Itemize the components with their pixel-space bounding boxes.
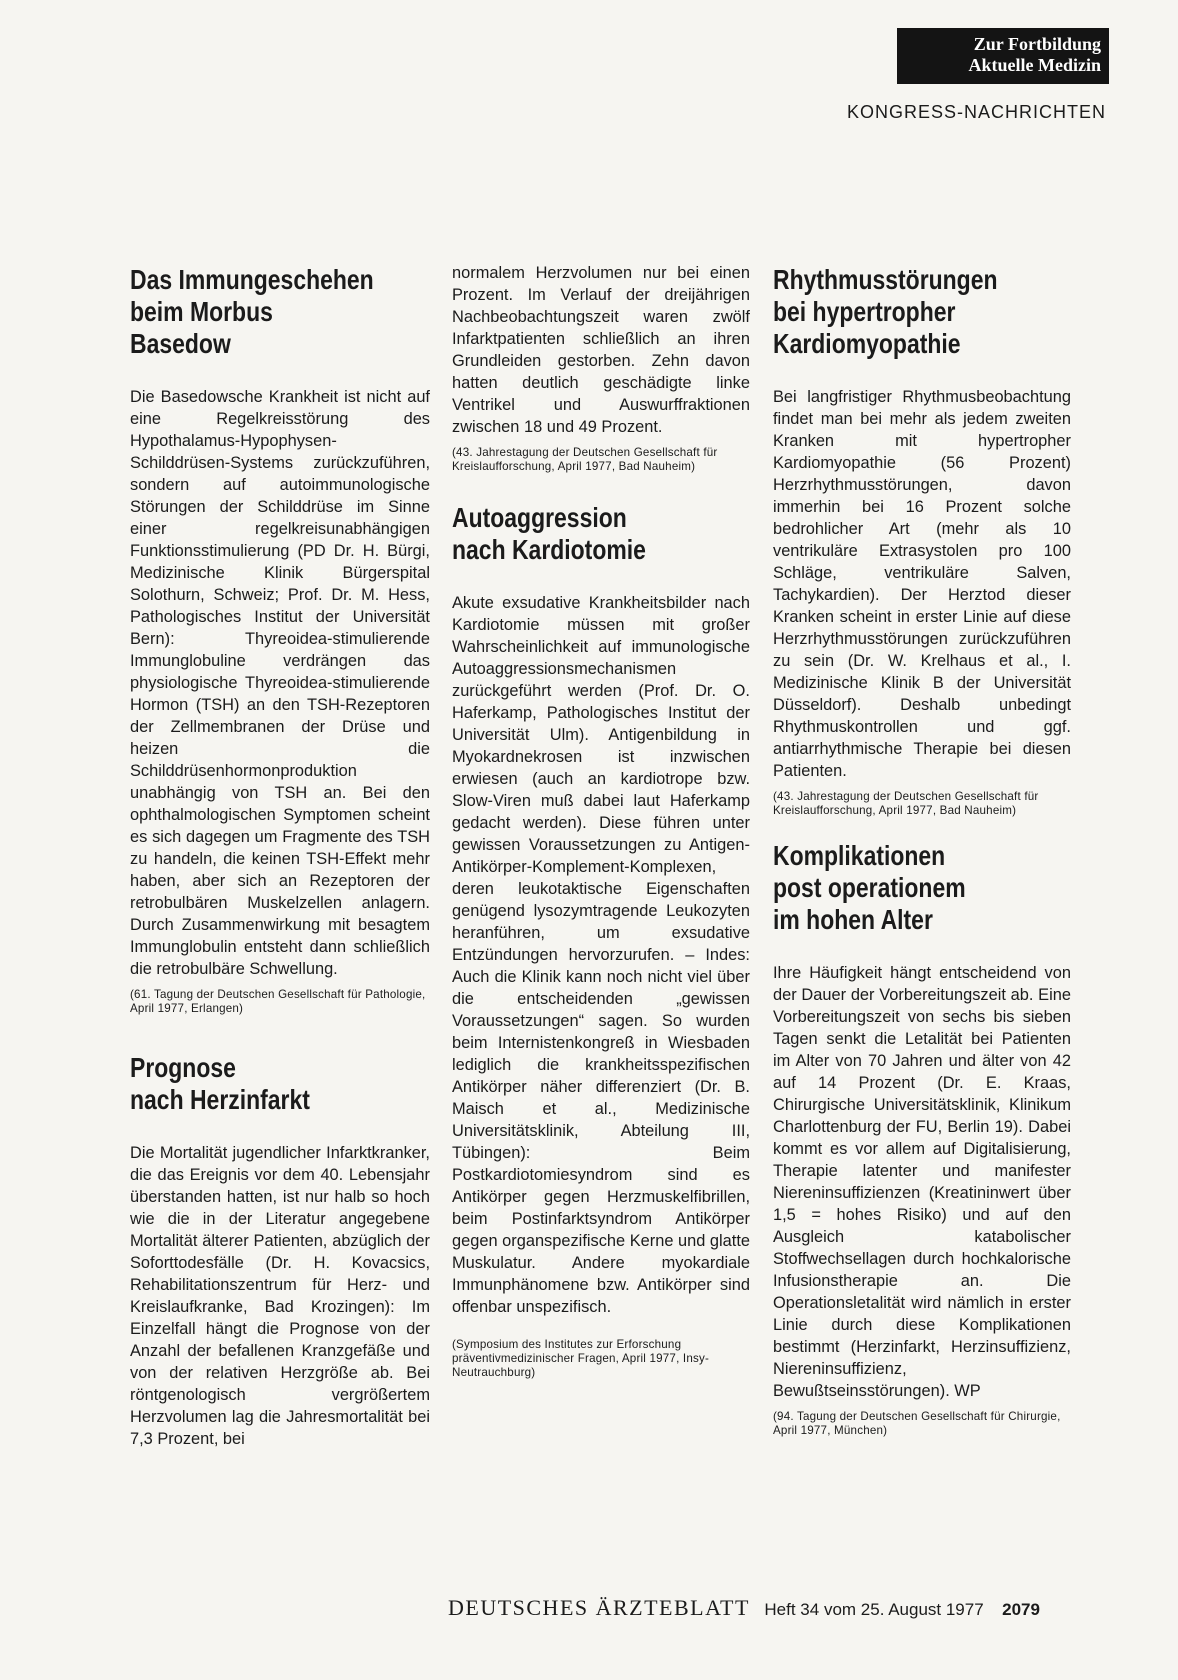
article-title: Rhythmusstörungen bei hypertropher Kardiomyopathie [773,264,998,359]
article-body: Bei langfristiger Rhythmusbeobachtung findet man bei mehr als jedem zweiten Kranken mit hypertropher Kardiomyopathie (56 Prozent) Herzrhythmusstörungen, davon immerhin bei 16 Prozent solche bedrohlicher Art (mehr als 10 ventrikuläre Extrasystolen pro 100 Schläge, ventrikuläre Salven, Tachykardien). Der Herztod dieser Kranken scheint in erster Linie auf diese Herzrhythmusstörungen zurückzuführen zu sein (Dr. W. Krelhaus et al., I. Medizinische Klinik B der Universität Düsseldorf). Deshalb unbedingt Rhythmuskontrollen und ggf. antiarrhythmische Therapie bei diesen Patienten. [773,388,1071,780]
journal-name: DEUTSCHES ÄRZTEBLATT [448,1595,750,1620]
article-body: Ihre Häufigkeit hängt entscheidend von der Dauer der Vorbereitungszeit ab. Eine Vorbereitungszeit von sechs bis sieben Tagen senkt die Letalität bei Patienten im Alter von 70 Jahren und älter von 42 auf 14 Prozent (Dr. E. Kraas, Chirurgische Universitätsklinik, Klinikum Charlottenburg der FU, Berlin 19). Dabei kommt es vor allem auf Digitalisierung, Therapie latenter und manifester Niereninsuffizienzen (Kreatininwert über 1,5 = hohes Risiko) und auf den Ausgleich katabolischer Stoffwechsellagen durch hochkalorische Infusionstherapie an. Die Operationsletalität wird nämlich in erster Linie durch diese Komplikationen bestimmt (Herzinfarkt, Herzinsuffizienz, Niereninsuffizienz, Bewußtseinsstörungen). WP [773,964,1071,1400]
page-footer [448,1595,1108,1621]
article-source: (94. Tagung der Deutschen Gesellschaft für Chirurgie, April 1977, München) [773,1410,1061,1437]
issue-info: Heft 34 vom 25. August 1977 [764,1600,984,1619]
column-1 [130,264,430,1450]
section-label: KONGRESS-NACHRICHTEN [846,102,1106,122]
article-source: (43. Jahrestagung der Deutschen Gesellschaft für Kreislaufforschung, April 1977, Bad Nauheim) [452,446,718,473]
article-title: Autoaggression nach Kardiotomie [452,502,646,565]
article-title: Komplikationen post operationem im hohen Alter [773,840,966,935]
article-body: Die Basedowsche Krankheit ist nicht auf eine Regelkreisstörung des Hypothalamus-Hypophysen-Schilddrüsen-Systems zurückzuführen, sondern auf autoimmunologische Störungen der Schilddrüse im Sinne einer regelkreisunabhängigen Funktionsstimulierung (PD Dr. H. Bürgi, Medizinische Klinik Bürgerspital Solothurn, Schweiz; Prof. Dr. M. Hess, Pathologisches Institut der Universität Bern): Thyreoidea-stimulierende Immunglobuline verdrängen das physiologische Thyreoidea-stimulierende Hormon (TSH) an den TSH-Rezeptoren der Zellmembranen der Drüse und heizen die Schilddrüsenhormonproduktion unabhängig von TSH an. Bei den ophthalmologischen Symptomen scheint es sich dagegen um Fragmente des TSH zu handeln, die keinen TSH-Effekt mehr haben, aber sich an Rezeptoren der retrobulbären Muskelzellen anlagern. Durch Zusammenwirkung mit besagtem Immunglobulin entsteht dann schließlich die retrobulbäre Schwellung. [130,388,430,978]
article-source: (61. Tagung der Deutschen Gesellschaft für Pathologie, April 1977, Erlangen) [130,988,426,1015]
article-body: Die Mortalität jugendlicher Infarktkranker, die das Ereignis vor dem 40. Lebensjahr überstanden hatten, ist nur halb so hoch wie die in der Literatur angegebene Mortalität älterer Patienten, abzüglich der Soforttodesfälle (Dr. H. Kovacsics, Rehabilitationszentrum für Herz- und Kreislaufkranke, Bad Krozingen): Im Einzelfall hängt die Prognose von der Anzahl der befallenen Kranzgefäße und von der relativen Herzgröße ab. Bei röntgenologisch vergrößertem Herzvolumen lag die Jahresmortalität bei 7,3 Prozent, bei [130,1144,430,1448]
badge-line-2: Aktuelle Medizin [968,55,1101,75]
column-3 [773,264,1071,1460]
article-title: Prognose nach Herzinfarkt [130,1052,310,1115]
section-badge [897,28,1109,84]
column-2 [452,262,750,1402]
article-source: (43. Jahrestagung der Deutschen Gesellschaft für Kreislaufforschung, April 1977, Bad Nauheim) [773,790,1039,817]
article-body-continued: normalem Herzvolumen nur bei einen Prozent. Im Verlauf der dreijährigen Nachbeobachtungszeit waren zwölf Infarktpatienten schließlich an ihren Grundleiden gestorben. Zehn davon hatten deutlich geschädigte linke Ventrikel und Auswurffraktionen zwischen 18 und 49 Prozent. [452,264,750,436]
page-number: 2079 [1002,1600,1040,1619]
article-body: Akute exsudative Krankheitsbilder nach Kardiotomie müssen mit großer Wahrscheinlichkeit auf immunologische Autoaggressionsmechanismen zurückgeführt werden (Prof. Dr. O. Haferkamp, Pathologisches Institut der Universität Ulm). Antigenbildung in Myokardnekrosen ist inzwischen erwiesen (auch an kardiotrope bzw. Slow-Viren muß dabei laut Haferkamp gedacht werden). Diese führen unter gewissen Voraussetzungen zu Antigen-Antikörper-Komplement-Komplexen, deren leukotaktische Eigenschaften genügend lysozymtragende Leukozyten heranführen, um exsudative Entzündungen hervorzurufen. – Indes: Auch die Klinik kann noch nicht viel über die entscheidenden „gewissen Voraussetzungen“ sagen. So wurden beim Internistenkongreß in Wiesbaden lediglich die krankheitsspezifischen Antikörper näher differenziert (Dr. B. Maisch et al., Medizinische Universitätsklinik, Abteilung III, Tübingen): Beim Postkardiotomiesyndrom sind es Antikörper gegen Herzmuskelfibrillen, beim Postinfarktsyndrom Antikörper gegen organspezifische Kerne und glatte Muskulatur. Andere myokardiale Immunphänomene bzw. Antikörper sind offenbar unspezifisch. [452,594,750,1316]
article-title: Das Immungeschehen beim Morbus Basedow [130,264,374,359]
badge-line-1: Zur Fortbildung [973,34,1101,54]
article-source: (Symposium des Institutes zur Erforschung präventivmedizinischer Fragen, April 1977, Insy-Neutrauchburg) [452,1338,710,1379]
